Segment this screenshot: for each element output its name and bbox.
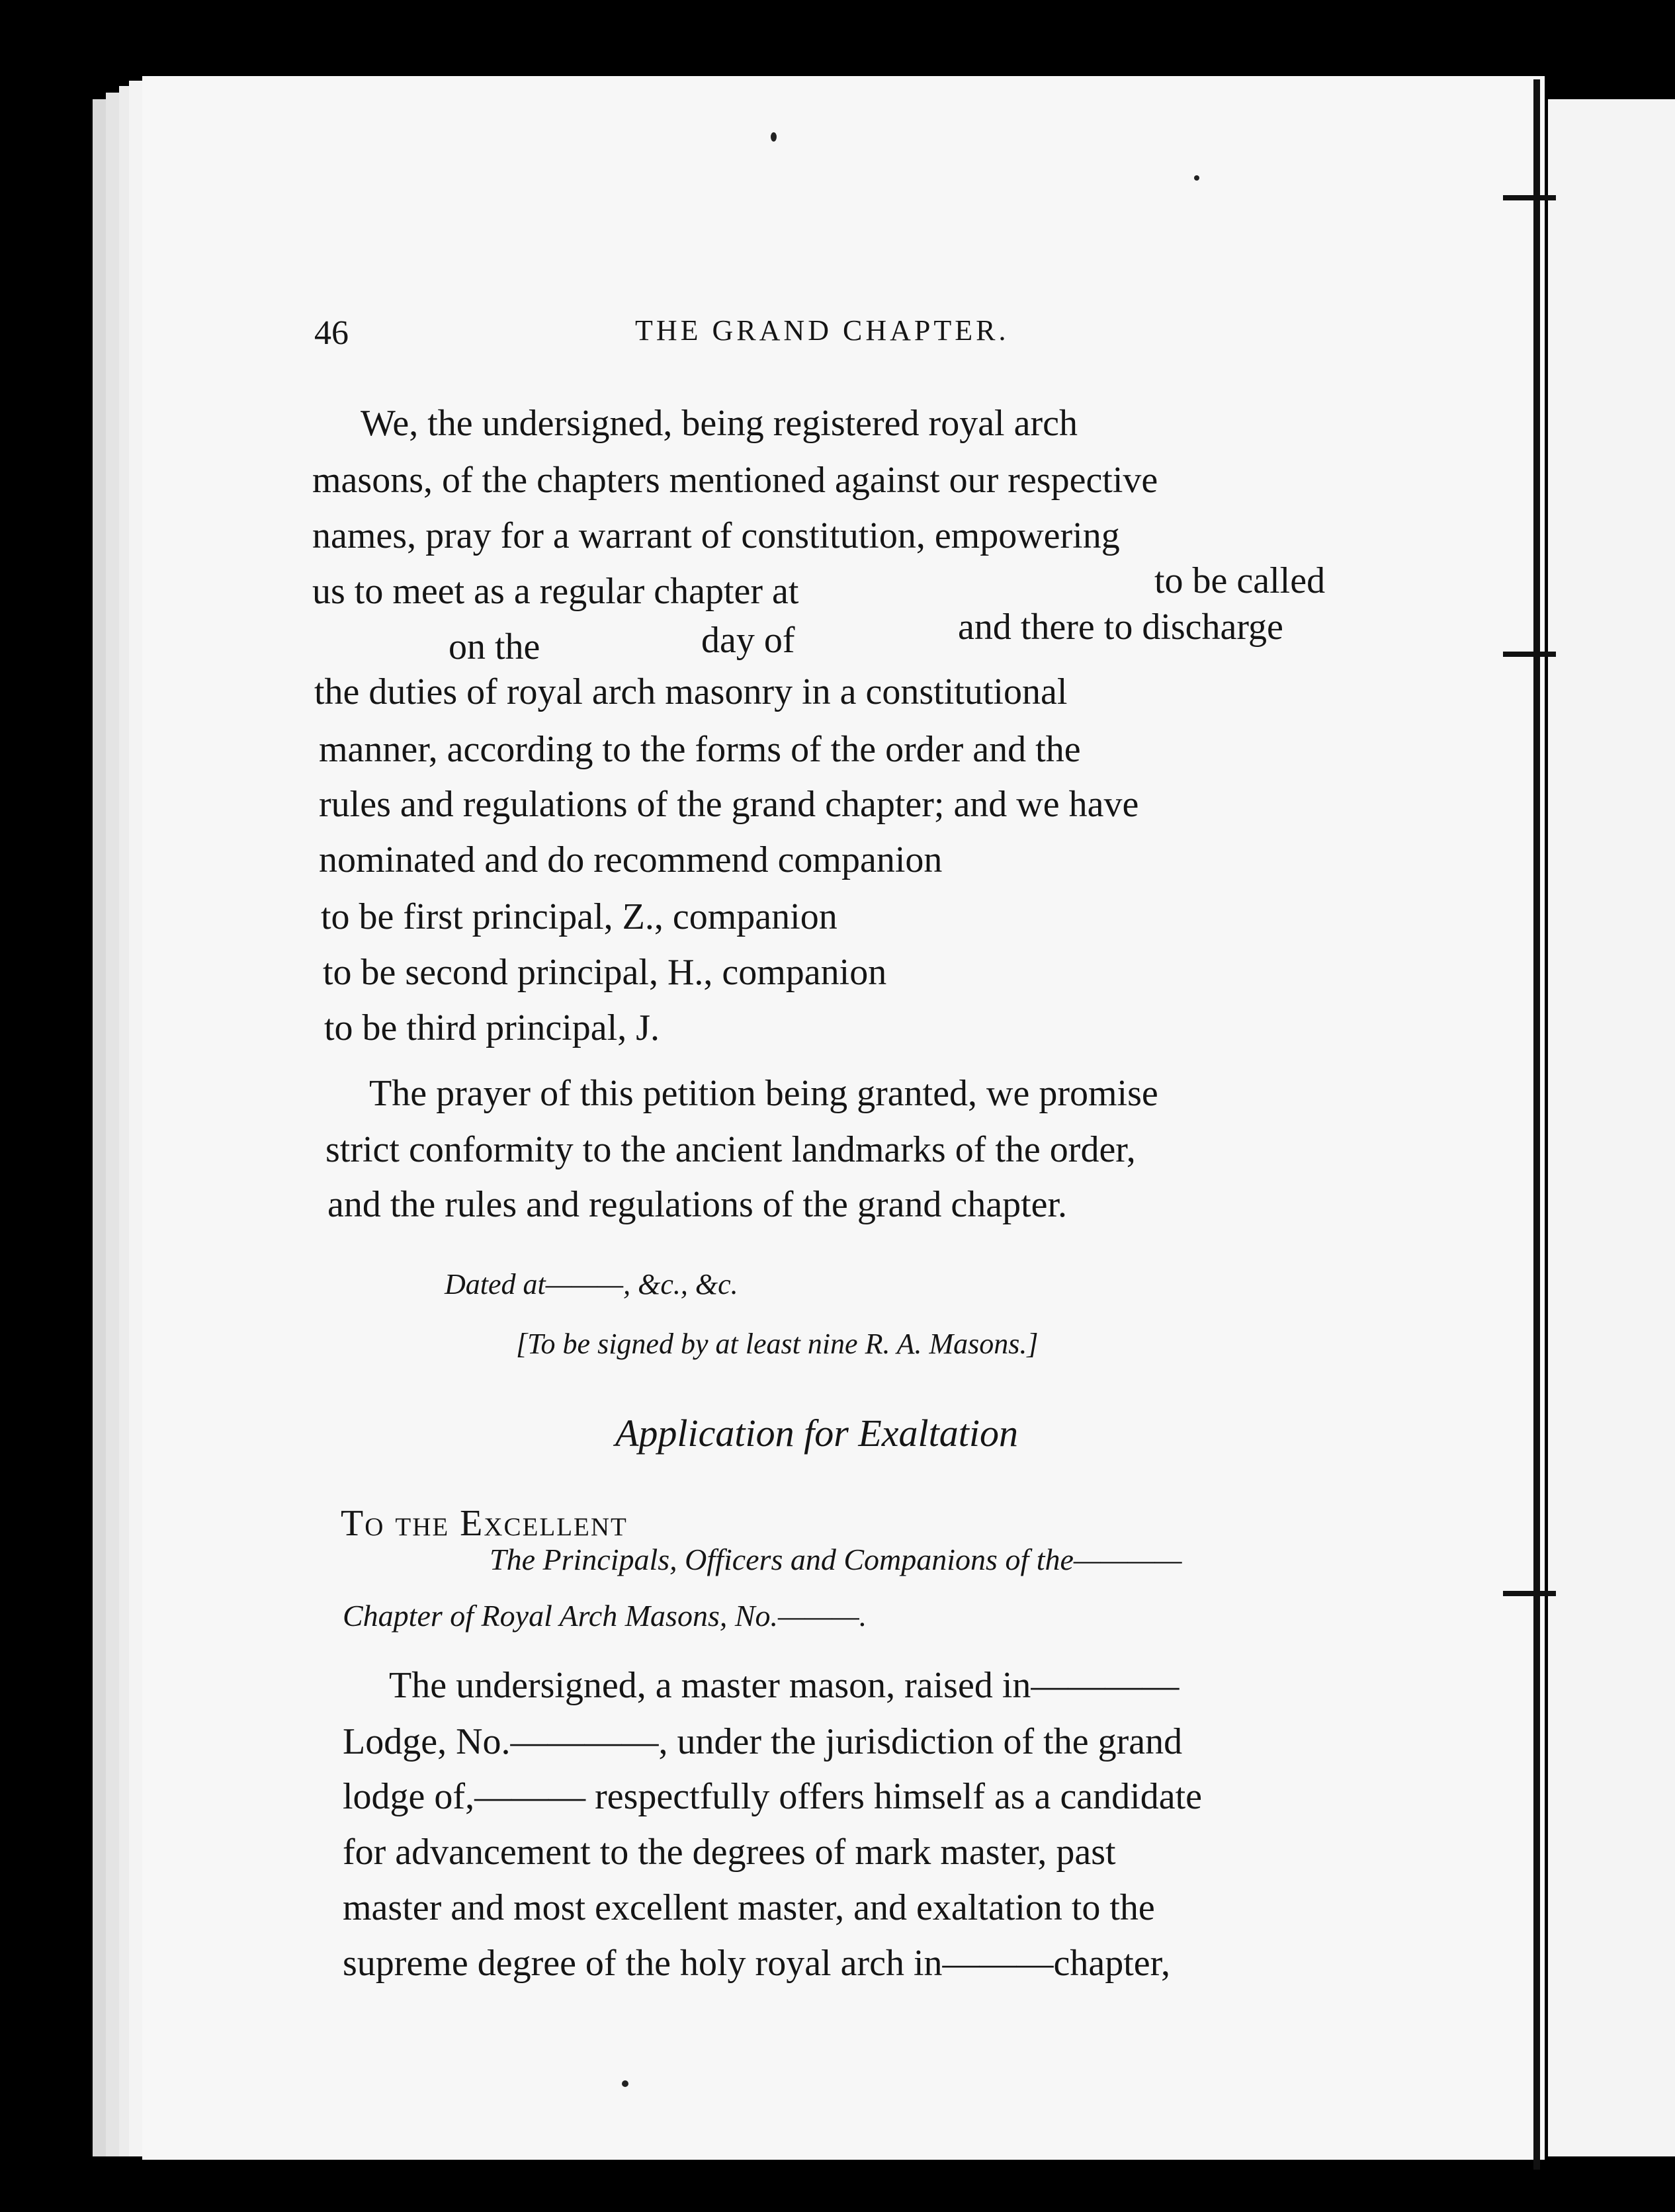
prayer-line: strict conformity to the ancient landmarks of the order,	[325, 1129, 1136, 1170]
petition-line: to be second principal, H., companion	[323, 952, 887, 993]
prayer-line: and the rules and regulations of the grand chapter.	[327, 1184, 1068, 1225]
petition-line: day of	[701, 620, 795, 661]
address-line: To the Excellent	[341, 1503, 628, 1544]
application-line: The undersigned, a master mason, raised in————	[389, 1665, 1180, 1706]
petition-line: to be first principal, Z., companion	[321, 896, 838, 937]
petition-line: masons, of the chapters mentioned against our respective	[312, 460, 1158, 501]
application-heading: Application for Exaltation	[615, 1412, 1018, 1455]
binding-mark	[1503, 652, 1556, 657]
petition-line: to be called	[1154, 560, 1326, 601]
petition-line: on the	[449, 626, 540, 667]
prayer-line: The prayer of this petition being granted, we promise	[369, 1073, 1158, 1114]
address-line: The Principals, Officers and Companions of the————	[490, 1543, 1182, 1576]
petition-line: rules and regulations of the grand chapter; and we have	[319, 784, 1139, 825]
petition-line: and there to discharge	[958, 607, 1283, 648]
binding-mark	[1503, 195, 1556, 200]
application-line: for advancement to the degrees of mark master, past	[343, 1832, 1116, 1873]
dated-line: Dated at———, &c., &c.	[445, 1268, 738, 1300]
ink-speck	[1194, 175, 1199, 181]
book-gutter	[1533, 79, 1540, 2170]
petition-line: We, the undersigned, being registered royal arch	[361, 403, 1078, 444]
page-number: 46	[314, 314, 349, 352]
running-head: THE GRAND CHAPTER.	[635, 314, 1009, 347]
petition-line: names, pray for a warrant of constitution, empowering	[312, 515, 1120, 556]
ink-speck	[771, 132, 777, 142]
address-line: Chapter of Royal Arch Masons, No.———.	[343, 1599, 867, 1633]
binding-mark	[1503, 1591, 1556, 1596]
application-line: lodge of,——— respectfully offers himself as a candidate	[343, 1776, 1202, 1817]
petition-line: manner, according to the forms of the order and the	[319, 729, 1081, 770]
application-line: supreme degree of the holy royal arch in———chapter,	[343, 1943, 1171, 1984]
application-line: master and most excellent master, and exaltation to the	[343, 1887, 1155, 1928]
ink-speck	[622, 2080, 628, 2087]
right-page-edge	[1548, 99, 1675, 2156]
application-line: Lodge, No.————, under the jurisdiction of the grand	[343, 1721, 1183, 1762]
petition-line: to be third principal, J.	[324, 1007, 660, 1048]
petition-line: nominated and do recommend companion	[319, 839, 943, 880]
petition-line: the duties of royal arch masonry in a constitutional	[314, 671, 1068, 712]
signature-note: [To be signed by at least nine R. A. Masons.]	[516, 1328, 1039, 1360]
petition-line: us to meet as a regular chapter at	[312, 571, 799, 612]
